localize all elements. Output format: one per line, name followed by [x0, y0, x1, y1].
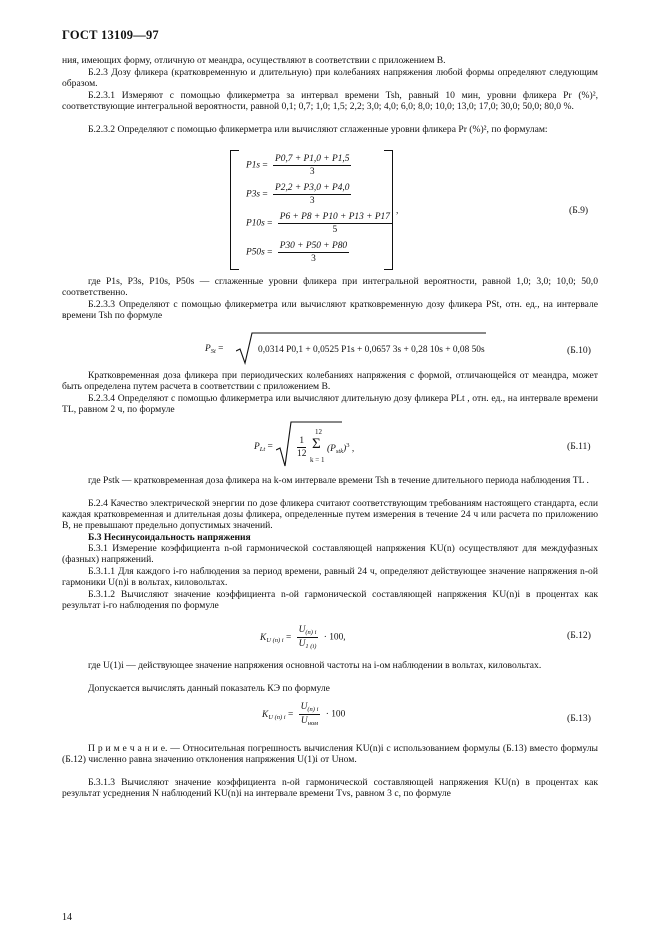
- paragraph-where-pstk: [62, 475, 598, 486]
- formula-denominator: 3: [311, 254, 316, 264]
- formula-denominator: 3: [309, 196, 315, 206]
- formula-b13: $K_{U (n) i}$ = $\frac{U_{(n) i}}{U_{ном}}$ · 100: [262, 702, 346, 727]
- text-p7: Кратковременная доза фликера при периодических колебаниях напряжения с формой, отличающейся от меандра, может быть определена путем расчета в соответствии с приложением В.: [62, 370, 598, 393]
- text-p17: П р и м е ч а н и е. — Относительная погрешность вычисления KU(n)i с использованием формулы (Б.13) вместо формулы (Б.12) численно равна значению отклонения напряжения U(1)i от Uном.: [62, 743, 598, 766]
- paragraph-b23: [62, 67, 598, 89]
- formula-number-b12: (Б.12): [567, 630, 591, 641]
- paragraph-where-smoothed: [62, 276, 598, 298]
- paragraph-b232: [62, 124, 598, 135]
- formula-b11-term: $(P_{stk})^3$ ,: [327, 442, 355, 455]
- formula-numerator: $U_{(n) i}$: [300, 702, 319, 713]
- paragraph-note: [62, 743, 598, 765]
- sum-lower-limit: k = 1: [310, 456, 325, 464]
- formula-b9-row4: P50s = $\frac{P30 + P50 + P80}{3}$: [246, 241, 348, 264]
- text-p12: Б.3.1 Измерение коэффициента n-ой гармонической составляющей напряжения KU(n) осуществляют для междуфазных (фазных) напряжений.: [62, 543, 598, 566]
- formula-numerator: P2,2 + P3,0 + P4,0: [275, 183, 350, 193]
- text-p13: Б.3.1.1 Для каждого i-го наблюдения за период времени, равный 24 ч, определяют действующее значение напряжения n-ой гармоники U(n)i в вольтах, киловольтах.: [62, 566, 598, 589]
- section-heading-b3: [62, 532, 598, 543]
- sum-upper-limit: 12: [315, 428, 322, 436]
- paragraph-b24: [62, 498, 598, 532]
- formula-denominator: 3: [309, 167, 315, 177]
- formula-denominator: 5: [332, 225, 338, 235]
- formula-lhs-pst: $P_{St}$: [205, 344, 216, 355]
- formula-number-b9: (Б.9): [569, 205, 589, 216]
- formula-numerator: P0,7 + P1,0 + P1,5: [275, 154, 350, 164]
- page-number: 14: [62, 912, 72, 923]
- formula-denominator: 12: [297, 449, 307, 459]
- text-p5: где P1s, P3s, P10s, P50s — сглаженные уровни фликера при интегральной вероятности, равной 1,0; 3,0; 10,0; 50,0 соответственно.: [62, 276, 598, 299]
- text-p8: Б.2.3.4 Определяют с помощью фликерметра или вычисляют длительную дозу фликера PLt , отн. ед., на интервале времени TL, равном 2 ч, по формуле: [62, 393, 598, 416]
- sum-sign: Σ: [312, 436, 321, 452]
- paragraph-b312: [62, 589, 598, 611]
- formula-numerator: P6 + P8 + P10 + P13 + P17: [279, 212, 390, 222]
- formula-b10: $P_{St}$ =: [205, 344, 224, 355]
- formula-denominator: $U_{ном}$: [300, 716, 319, 727]
- formula-numerator: $U_{(n) i}$: [298, 625, 317, 636]
- formula-number-b11: (Б.11): [567, 441, 591, 452]
- text-p2: Б.2.3 Дозу фликера (кратковременную и длительную) при колебаниях напряжения любой формы определяют следующим образом.: [62, 67, 598, 90]
- text-p6: Б.2.3.3 Определяют с помощью фликерметра или вычисляют кратковременную дозу фликера PSt, отн. ед., на интервале времени Tsh по формуле: [62, 299, 598, 322]
- formula-b10-expr: 0,0314 P0,1 + 0,0525 P1s + 0,0657 3s + 0,28 10s + 0,08 50s: [258, 345, 485, 355]
- formula-fraction: [273, 183, 351, 206]
- text-p3: Б.2.3.1 Измеряют с помощью фликерметра за интервал времени Tsh, равный 10 мин, уровни фликера Pr (%)², соответствующие интегральной вероятности, равной 0,1; 0,7; 1,0; 1,5; 2,2; 3,0; 4,0; 6,0; 8,0; 10,0; 13,0; 17,0; 30,0; 50,0; 80,0 %.: [62, 90, 598, 113]
- text-p16: Допускается вычислять данный показатель КЭ по формуле: [88, 683, 330, 694]
- text-p9: где Pstk — кратковременная доза фликера на k-ом интервале времени Tsh в течение длительного периода наблюдения TL .: [88, 475, 589, 486]
- formula-b9-row2: P3s = $\frac{P2,2 + P3,0 + P4,0}{3}$: [246, 183, 350, 206]
- paragraph-b233: [62, 299, 598, 321]
- paragraph-short-term-dose: [62, 370, 598, 392]
- paragraph-allowed: [62, 683, 598, 694]
- text-p15: где U(1)i — действующее значение напряжения основной частоты на i-ом наблюдении в вольтах, киловольтах.: [88, 660, 542, 671]
- formula-fraction: [297, 436, 306, 459]
- paragraph-b31: [62, 543, 598, 565]
- text-p18: Б.3.1.3 Вычисляют значение коэффициента n-ой гармонической составляющей напряжения KU(n) в процентах как результат усреднения N наблюдений KU(n)i на интервале времени Tvs, равном 3 с, по формуле: [62, 777, 598, 800]
- document-header: ГОСТ 13109—97: [62, 28, 159, 42]
- formula-b9-row3: P10s = $\frac{P6 + P8 + P10 + P13 + P17}{5}$: [246, 212, 390, 235]
- text-p10: Б.2.4 Качество электрической энергии по дозе фликера считают соответствующим требованиям настоящего стандарта, если каждая кратковременная и длительная дозы фликера, определенные путем измерения в течение 24 ч или расчета по приложению В, не превышают предельно допустимых значений.: [62, 498, 598, 532]
- formula-number-b10: (Б.10): [567, 345, 591, 356]
- formula-lhs: P50s: [246, 247, 265, 258]
- formula-fraction: [299, 702, 321, 727]
- text-p14: Б.3.1.2 Вычисляют значение коэффициента n-ой гармонической составляющей напряжения KU(n)i в процентах как результат i-го наблюдения по формуле: [62, 589, 598, 612]
- paragraph-b231: [62, 90, 598, 112]
- formula-fraction: [297, 625, 319, 650]
- text-p11: Б.3 Несинусоидальность напряжения: [88, 532, 251, 543]
- formula-factor: · 100,: [323, 632, 346, 643]
- formula-right-brace: [384, 150, 393, 270]
- text-p4: Б.2.3.2 Определяют с помощью фликерметра или вычисляют сглаженные уровни фликера Pr (%)², по формулам:: [88, 124, 548, 135]
- formula-number-b13: (Б.13): [567, 713, 591, 724]
- formula-lhs: P3s: [246, 189, 261, 200]
- formula-numerator: 1: [297, 436, 306, 448]
- formula-lhs: P10s: [246, 218, 265, 229]
- formula-b9-row1: P1s = $\frac{P0,7 + P1,0 + P1,5}{3}$: [246, 154, 350, 177]
- formula-numerator: P30 + P50 + P80: [279, 241, 348, 251]
- paragraph-b234: [62, 393, 598, 415]
- paragraph-continuation: [62, 55, 598, 66]
- formula-fraction: [273, 154, 351, 177]
- formula-factor: · 100: [325, 709, 346, 720]
- formula-b11-fraction: [294, 436, 309, 459]
- formula-fraction: [278, 241, 349, 264]
- formula-left-brace: [230, 150, 239, 270]
- text-p1: ния, имеющих форму, отличную от меандра, осуществляют в соответствии с приложением В.: [62, 55, 446, 66]
- paragraph-b311: [62, 566, 598, 588]
- paragraph-where-u1i: [62, 660, 598, 671]
- formula-b12: $K_{U (n) i}$ = $\frac{U_{(n) i}}{U_{1 (i)}}$ · 100,: [260, 625, 346, 650]
- formula-fraction: [278, 212, 392, 235]
- formula-comma: ,: [396, 206, 399, 216]
- formula-denominator: $U_{1 (i)}$: [298, 639, 317, 650]
- formula-lhs: P1s: [246, 160, 261, 171]
- formula-b11-lhs: $P_{Lt}$ =: [254, 442, 273, 453]
- paragraph-b313: [62, 777, 598, 799]
